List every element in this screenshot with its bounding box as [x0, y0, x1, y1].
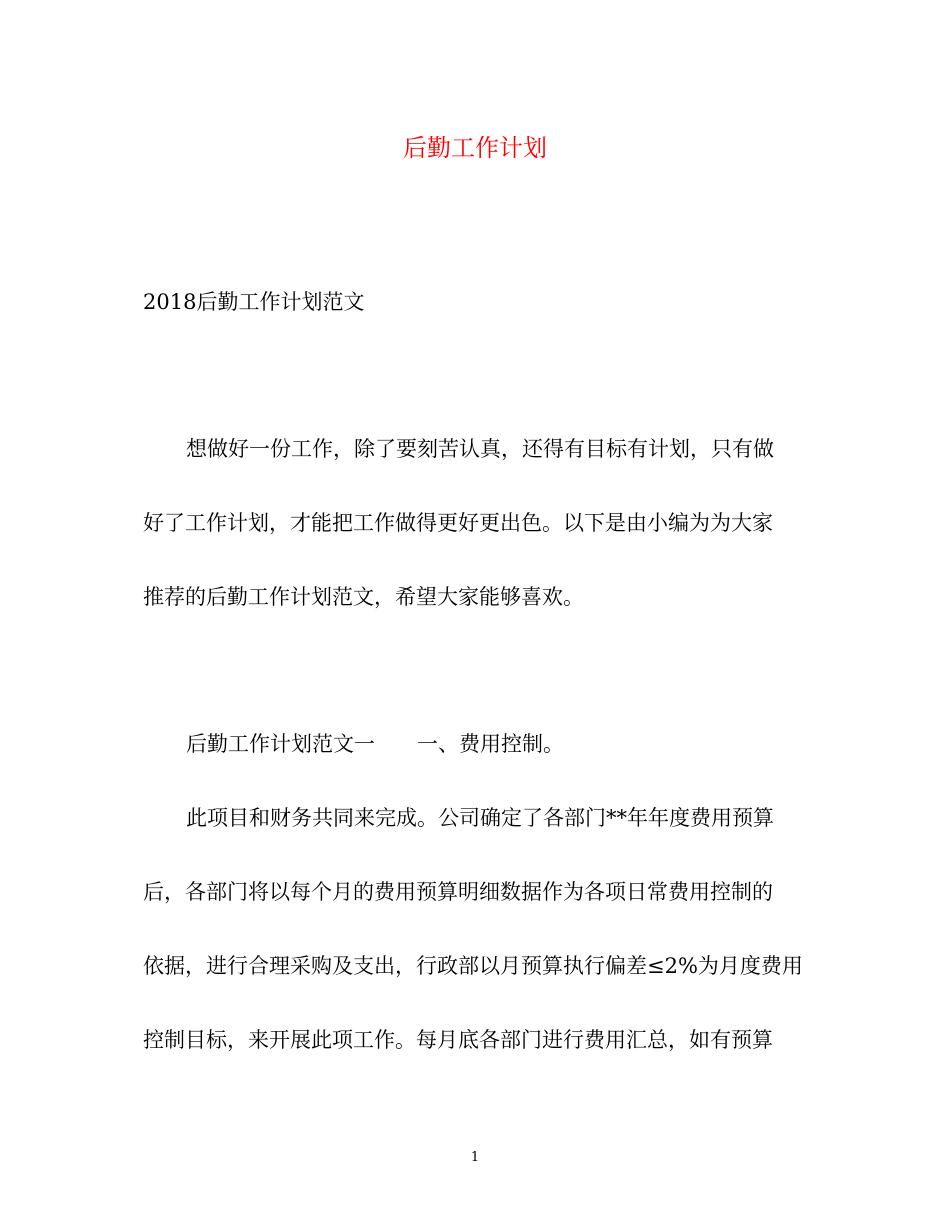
- document-subtitle: 2018后勤工作计划范文: [143, 290, 365, 314]
- intro-line: 想做好一份工作，除了要刻苦认真，还得有目标有计划，只有做: [186, 437, 774, 461]
- section-heading-title: 后勤工作计划范文一: [186, 732, 375, 756]
- body-line: 控制目标，来开展此项工作。每月底各部门进行费用汇总，如有预算: [143, 1028, 773, 1052]
- document-title: 后勤工作计划: [403, 134, 547, 162]
- body-line: 此项目和财务共同来完成。公司确定了各部门**年年度费用预算: [186, 806, 774, 830]
- section-heading-item: 一、费用控制。: [417, 732, 564, 756]
- page-number: 1: [470, 1150, 480, 1165]
- body-line: 依据，进行合理采购及支出，行政部以月预算执行偏差≤2%为月度费用: [143, 954, 803, 978]
- intro-line: 好了工作计划，才能把工作做得更好更出色。以下是由小编为为大家: [143, 511, 773, 535]
- body-line: 后，各部门将以每个月的费用预算明细数据作为各项日常费用控制的: [143, 880, 773, 904]
- intro-line: 推荐的后勤工作计划范文，希望大家能够喜欢。: [143, 585, 584, 609]
- section-heading: [186, 724, 866, 764]
